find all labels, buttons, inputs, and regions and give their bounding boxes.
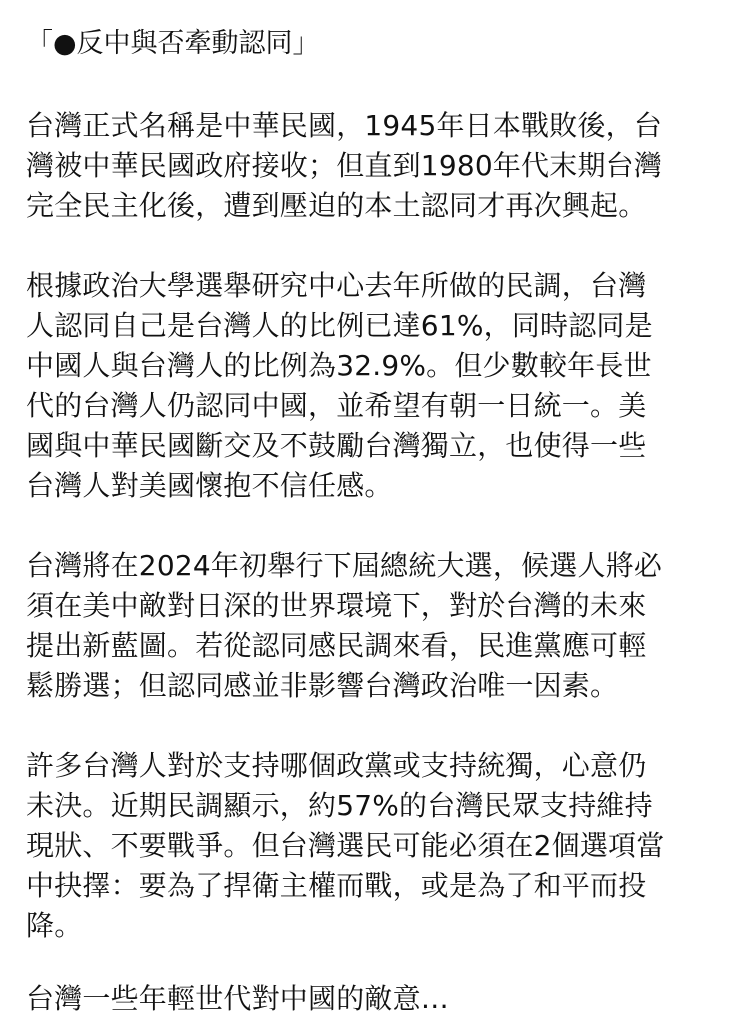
- paragraph-4-line-1: 許多台灣人對於支持哪個政黨或支持統獨，心意仍: [26, 749, 647, 782]
- paragraph-3-line-4: 鬆勝選；但認同感並非影響台灣政治唯一因素。: [26, 669, 619, 702]
- paragraph-4-line-3: 現狀、不要戰爭。但台灣選民可能必須在2個選項當: [26, 829, 665, 862]
- paragraph-2-line-4: 代的台灣人仍認同中國，並希望有朝一日統一。美: [26, 389, 647, 422]
- paragraph-2-line-2: 人認同自己是台灣人的比例已達61%，同時認同是: [26, 309, 653, 342]
- paragraph-2-line-5: 國與中華民國斷交及不鼓勵台灣獨立，也使得一些: [26, 429, 647, 462]
- paragraph-2-line-1: 根據政治大學選舉研究中心去年所做的民調，台灣: [26, 269, 647, 302]
- paragraph-1-line-1: 台灣正式名稱是中華民國，1945年日本戰敗後，台: [26, 109, 663, 142]
- paragraph-1-line-3: 完全民主化後，遭到壓迫的本土認同才再次興起。: [26, 189, 647, 222]
- paragraph-4-line-5: 降。: [26, 909, 83, 942]
- paragraph-2-line-6: 台灣人對美國懷抱不信任感。: [26, 469, 393, 502]
- paragraph-2-line-3: 中國人與台灣人的比例為32.9%。但少數較年長世: [26, 349, 652, 382]
- paragraph-3-line-2: 須在美中敵對日深的世界環境下，對於台灣的未來: [26, 589, 647, 622]
- paragraph-4-line-4: 中抉擇：要為了捍衛主權而戰，或是為了和平而投: [26, 869, 647, 902]
- cutoff-text-line: 台灣一些年輕世代對中國的敵意…: [26, 982, 450, 1015]
- paragraph-1-line-2: 灣被中華民國政府接收；但直到1980年代末期台灣: [26, 149, 663, 182]
- paragraph-4-line-2: 未決。近期民調顯示，約57%的台灣民眾支持維持: [26, 789, 653, 822]
- paragraph-3-line-3: 提出新藍圖。若從認同感民調來看，民進黨應可輕: [26, 629, 647, 662]
- section-heading: 「●反中與否牽動認同」: [26, 28, 320, 59]
- paragraph-3-line-1: 台灣將在2024年初舉行下屆總統大選，候選人將必: [26, 549, 663, 582]
